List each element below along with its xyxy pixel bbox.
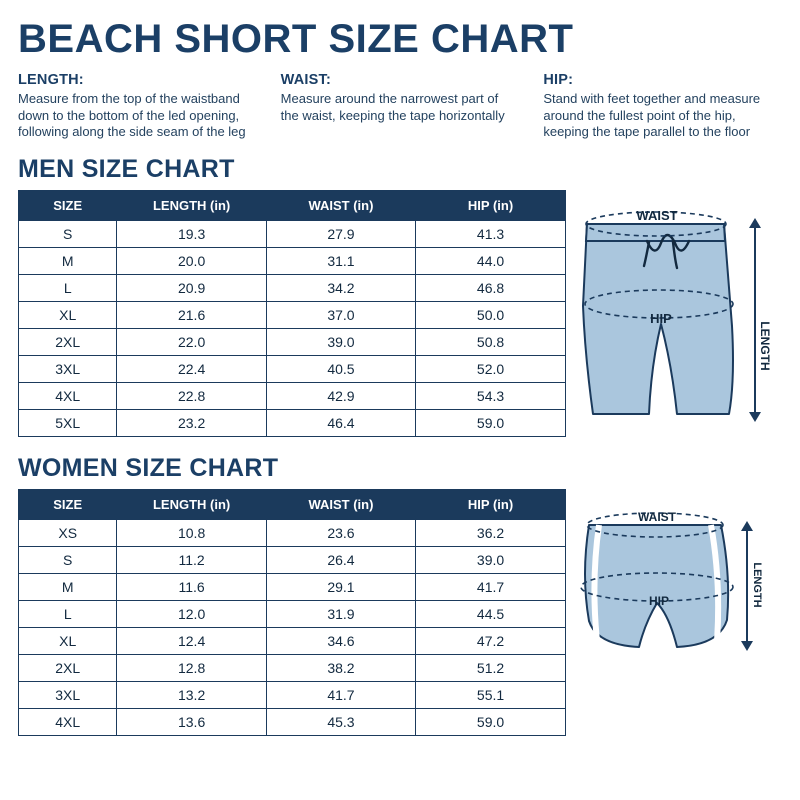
definition-length (18, 72, 257, 141)
cell-waist: 42.9 (266, 382, 415, 409)
cell-size: L (19, 600, 117, 627)
men-hip-label: HIP (650, 310, 672, 326)
cell-size: 4XL (19, 708, 117, 735)
cell-length: 12.0 (117, 600, 266, 627)
definition-hip-text: Stand with feet together and measure around the fullest point of the hip, keeping the tape parallel to the floor (543, 91, 761, 140)
cell-waist: 27.9 (266, 220, 415, 247)
cell-length: 13.2 (117, 681, 266, 708)
women-chart-row (18, 489, 782, 736)
cell-size: 3XL (19, 355, 117, 382)
cell-hip: 50.8 (416, 328, 566, 355)
table-row (19, 301, 566, 328)
cell-waist: 46.4 (266, 409, 415, 436)
cell-waist: 37.0 (266, 301, 415, 328)
cell-size: L (19, 274, 117, 301)
cell-length: 10.8 (117, 519, 266, 546)
women-size-table-wrap (18, 489, 566, 736)
table-row (19, 627, 566, 654)
table-row (19, 546, 566, 573)
women-shorts-illustration (569, 495, 779, 695)
women-table-header-row (19, 489, 566, 519)
women-table-body (19, 519, 566, 735)
men-length-label: LENGTH (758, 321, 772, 371)
cell-length: 22.4 (117, 355, 266, 382)
cell-hip: 46.8 (416, 274, 566, 301)
cell-hip: 54.3 (416, 382, 566, 409)
cell-waist: 34.6 (266, 627, 415, 654)
cell-hip: 50.0 (416, 301, 566, 328)
women-hip-label: HIP (648, 593, 670, 608)
measurement-definitions (18, 72, 782, 141)
men-table-body (19, 220, 566, 436)
cell-size: 5XL (19, 409, 117, 436)
cell-size: XL (19, 627, 117, 654)
table-row (19, 382, 566, 409)
cell-size: S (19, 546, 117, 573)
cell-size: XL (19, 301, 117, 328)
cell-waist: 45.3 (266, 708, 415, 735)
cell-hip: 59.0 (416, 708, 566, 735)
cell-hip: 44.0 (416, 247, 566, 274)
women-header-waist: WAIST (in) (266, 489, 415, 519)
cell-hip: 39.0 (416, 546, 566, 573)
cell-length: 20.9 (117, 274, 266, 301)
table-row (19, 274, 566, 301)
men-size-table-wrap (18, 190, 566, 437)
cell-hip: 51.2 (416, 654, 566, 681)
cell-length: 21.6 (117, 301, 266, 328)
cell-waist: 39.0 (266, 328, 415, 355)
table-row (19, 409, 566, 436)
table-row (19, 654, 566, 681)
men-shorts-illustration (569, 196, 779, 446)
definition-length-label: LENGTH: (18, 72, 84, 88)
men-header-size: SIZE (19, 190, 117, 220)
cell-length: 12.4 (117, 627, 266, 654)
cell-size: M (19, 573, 117, 600)
men-waist-label: WAIST (636, 207, 678, 223)
women-section-title: WOMEN SIZE CHART (18, 453, 279, 482)
table-row (19, 220, 566, 247)
cell-waist: 23.6 (266, 519, 415, 546)
cell-waist: 38.2 (266, 654, 415, 681)
women-header-length: LENGTH (in) (117, 489, 266, 519)
definition-length-text: Measure from the top of the waistband down to the bottom of the led opening, following along the side seam of the leg (18, 91, 246, 140)
cell-size: M (19, 247, 117, 274)
table-row (19, 573, 566, 600)
women-size-table (18, 489, 566, 736)
women-block (18, 454, 782, 736)
table-row (19, 681, 566, 708)
men-shorts-figure (566, 190, 782, 446)
cell-length: 20.0 (117, 247, 266, 274)
table-row (19, 355, 566, 382)
definition-hip-label: HIP: (543, 72, 574, 88)
definition-waist-label: WAIST: (280, 72, 332, 88)
cell-waist: 26.4 (266, 546, 415, 573)
cell-hip: 47.2 (416, 627, 566, 654)
cell-length: 13.6 (117, 708, 266, 735)
men-header-waist: WAIST (in) (266, 190, 415, 220)
table-row (19, 247, 566, 274)
men-section-title: MEN SIZE CHART (18, 154, 235, 183)
cell-waist: 29.1 (266, 573, 415, 600)
men-header-hip: HIP (in) (416, 190, 566, 220)
definition-waist-text: Measure around the narrowest part of the waist, keeping the tape horizontally (280, 91, 505, 123)
men-chart-row (18, 190, 782, 446)
women-header-size: SIZE (19, 489, 117, 519)
cell-length: 11.2 (117, 546, 266, 573)
cell-length: 23.2 (117, 409, 266, 436)
cell-hip: 44.5 (416, 600, 566, 627)
cell-size: XS (19, 519, 117, 546)
cell-length: 22.0 (117, 328, 266, 355)
cell-hip: 52.0 (416, 355, 566, 382)
cell-waist: 34.2 (266, 274, 415, 301)
page-title: BEACH SHORT SIZE CHART (18, 17, 574, 61)
cell-hip: 41.7 (416, 573, 566, 600)
men-table-header-row (19, 190, 566, 220)
cell-length: 22.8 (117, 382, 266, 409)
women-waist-label: WAIST (638, 509, 676, 524)
men-header-length: LENGTH (in) (117, 190, 266, 220)
definition-waist (281, 72, 520, 141)
table-row (19, 600, 566, 627)
cell-length: 19.3 (117, 220, 266, 247)
cell-size: 4XL (19, 382, 117, 409)
cell-size: 2XL (19, 654, 117, 681)
cell-hip: 36.2 (416, 519, 566, 546)
cell-waist: 31.1 (266, 247, 415, 274)
table-row (19, 519, 566, 546)
cell-size: 3XL (19, 681, 117, 708)
cell-size: S (19, 220, 117, 247)
cell-hip: 55.1 (416, 681, 566, 708)
women-header-hip: HIP (in) (416, 489, 566, 519)
cell-hip: 59.0 (416, 409, 566, 436)
cell-hip: 41.3 (416, 220, 566, 247)
table-row (19, 328, 566, 355)
table-row (19, 708, 566, 735)
definition-hip (543, 72, 782, 141)
women-shorts-figure (566, 489, 782, 695)
cell-waist: 31.9 (266, 600, 415, 627)
cell-waist: 41.7 (266, 681, 415, 708)
cell-length: 11.6 (117, 573, 266, 600)
women-length-label: LENGTH (751, 562, 763, 608)
cell-size: 2XL (19, 328, 117, 355)
cell-waist: 40.5 (266, 355, 415, 382)
cell-length: 12.8 (117, 654, 266, 681)
men-size-table (18, 190, 566, 437)
